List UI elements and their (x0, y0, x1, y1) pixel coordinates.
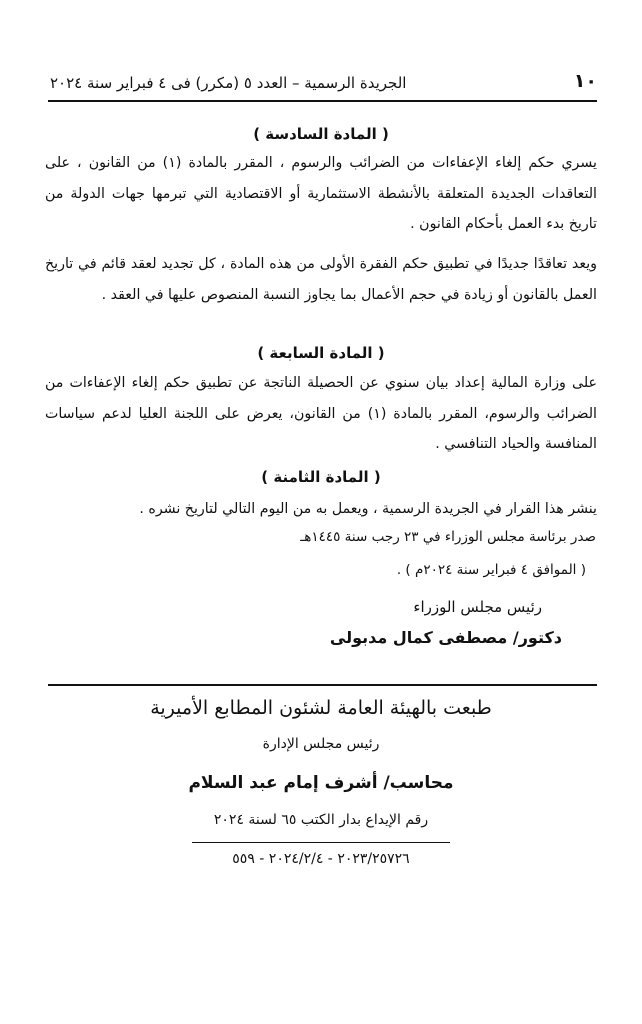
article-8-paragraph-1: ينشر هذا القرار في الجريدة الرسمية ، ويعمل به من اليوم التالي لتاريخ نشره . (139, 501, 597, 517)
accountant-name: محاسب/ أشرف إمام عبد السلام (188, 773, 454, 793)
printer-line: طبعت بالهيئة العامة لشئون المطابع الأميرية (150, 697, 492, 719)
header-rule (48, 100, 597, 102)
article-6-paragraph-2: ويعد تعاقدًا جديدًا في تطبيق حكم الفقرة الأولى من هذه المادة ، كل تجديد لعقد قائم في تاريخ العمل بالقانون أو زيادة في حجم الأعمال بما يجاوز النسبة المنصوص عليها في العقد . (45, 256, 597, 303)
signature-name: دكتور/ مصطفى كمال مدبولى (329, 628, 562, 647)
page-number: ١٠ (573, 70, 597, 92)
deposit-rule (192, 842, 450, 843)
article-8-title: ( المادة الثامنة ) (261, 468, 381, 486)
article-6-title: ( المادة السادسة ) (253, 125, 389, 143)
board-title: رئيس مجلس الإدارة (262, 736, 380, 752)
issued-date-line: ( الموافق ٤ فبراير سنة ٢٠٢٤م ) . (396, 562, 586, 578)
signature-role: رئيس مجلس الوزراء (413, 598, 542, 616)
footer-rule (48, 684, 597, 686)
serial-number: ٢٠٢٣/٢٥٧٢٦ - ٢٠٢٤/٢/٤ - ٥٥٩ (232, 851, 410, 867)
issued-line: صدر برئاسة مجلس الوزراء في ٢٣ رجب سنة ١٤٤٥هـ (300, 529, 596, 545)
page-header (50, 70, 597, 98)
deposit-number: رقم الإيداع بدار الكتب ٦٥ لسنة ٢٠٢٤ (213, 812, 429, 828)
article-6-paragraph-1: يسري حكم إلغاء الإعفاءات من الضرائب والرسوم ، المقرر بالمادة (١) من القانون ، على التعاقدات الجديدة المتعلقة بالأنشطة الاستثمارية أو الاقتصادية التي تبرمها جهات الدولة من تاريخ بدء العمل بأحكام القانون . (45, 155, 597, 232)
article-7-paragraph-1: على وزارة المالية إعداد بيان سنوي عن الحصيلة الناتجة عن تطبيق حكم إلغاء الإعفاءات من الضرائب والرسوم، المقرر بالمادة (١) من القانون، يعرض على اللجنة العليا لدعم سياسات المنافسة والحياد التنافسي . (45, 375, 597, 452)
article-7-title: ( المادة السابعة ) (257, 344, 385, 362)
running-title: الجريدة الرسمية – العدد ٥ (مكرر) فى ٤ فبراير سنة ٢٠٢٤ (50, 74, 407, 92)
